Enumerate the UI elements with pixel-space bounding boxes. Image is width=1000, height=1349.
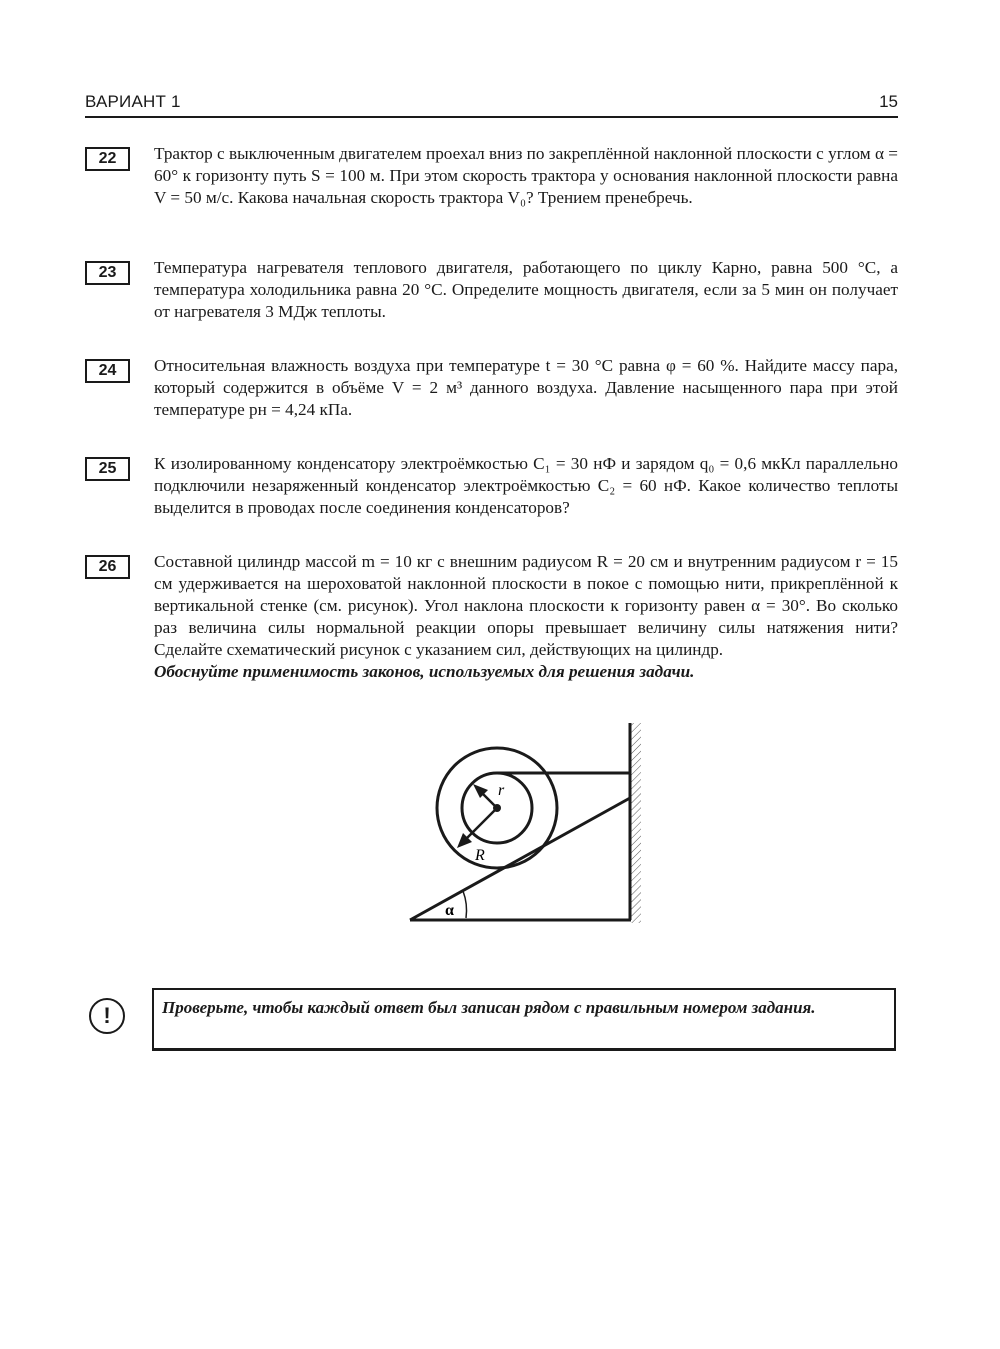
note-text: Проверьте, чтобы каждый ответ был записан рядом с правильным номером задания.: [162, 998, 816, 1017]
task-number: 22: [85, 147, 130, 171]
label-r: r: [498, 782, 505, 799]
angle-arc: [463, 891, 467, 918]
note-box: [152, 988, 896, 1051]
variant-title: ВАРИАНТ 1: [85, 92, 181, 111]
label-alpha: α: [445, 902, 454, 919]
task-text: Составной цилиндр массой m = 10 кг с внешним радиусом R = 20 см и внутренним радиусом r = 15 см удерживается на шероховатой наклонной плоскости в покое с помощью нити, прикреплённой к вертикальной стенке (см. рисунок). Угол наклона плоскости к горизонту равен α = 30°. Во сколько раз величина силы нормальной реакции опоры превышает величину силы натяжения нити? Сделайте схематический рисунок с указанием сил, действующих на цилиндр. Обоснуйте применимость законов, используемых для решения задачи.: [154, 552, 898, 681]
task-text: Температура нагревателя теплового двигателя, работающего по циклу Карно, равна 500 °С, а температура холодильника равна 20 °С. Определите мощность двигателя, если за 5 мин он получает от нагревателя 3 МДж теплоты.: [154, 258, 898, 321]
task-text: Трактор с выключенным двигателем проехал вниз по закреплённой наклонной плоскости с углом α = 60° к горизонту путь S = 100 м. При этом скорость трактора у основания наклонной плоскости равна V = 50 м/с. Какова начальная скорость трактора V₀? Трением пренебречь.: [154, 144, 898, 207]
task-text: К изолированному конденсатору электроёмкостью C₁ = 30 нФ и зарядом q₀ = 0,6 мкКл параллельно подключили незаряженный конденсатор электроёмкостью C₂ = 60 нФ. Какое количество теплоты выделится в проводах после соединения конденсаторов?: [154, 454, 898, 517]
label-R: R: [475, 847, 485, 864]
incline: [410, 798, 630, 920]
task-number: 25: [85, 457, 130, 481]
emphasis-text: Обоснуйте применимость законов, используемых для решения задачи.: [154, 662, 695, 681]
cylinder-incline-diagram: [405, 718, 655, 928]
page-header: [85, 92, 898, 118]
task-number: 26: [85, 555, 130, 579]
diagram-svg: [405, 718, 655, 928]
wall-hatching: [631, 723, 641, 923]
check-note: [85, 985, 898, 1050]
page-number: 15: [879, 92, 898, 111]
task-number: 23: [85, 261, 130, 285]
task-text: Относительная влажность воздуха при температуре t = 30 °С равна φ = 60 %. Найдите массу пара, который содержится в объёме V = 2 м³ данного воздуха. Давление насыщенного пара при этой температуре pн = 4,24 кПа.: [154, 356, 898, 419]
task-number: 24: [85, 359, 130, 383]
exclamation-icon: !: [89, 998, 125, 1034]
